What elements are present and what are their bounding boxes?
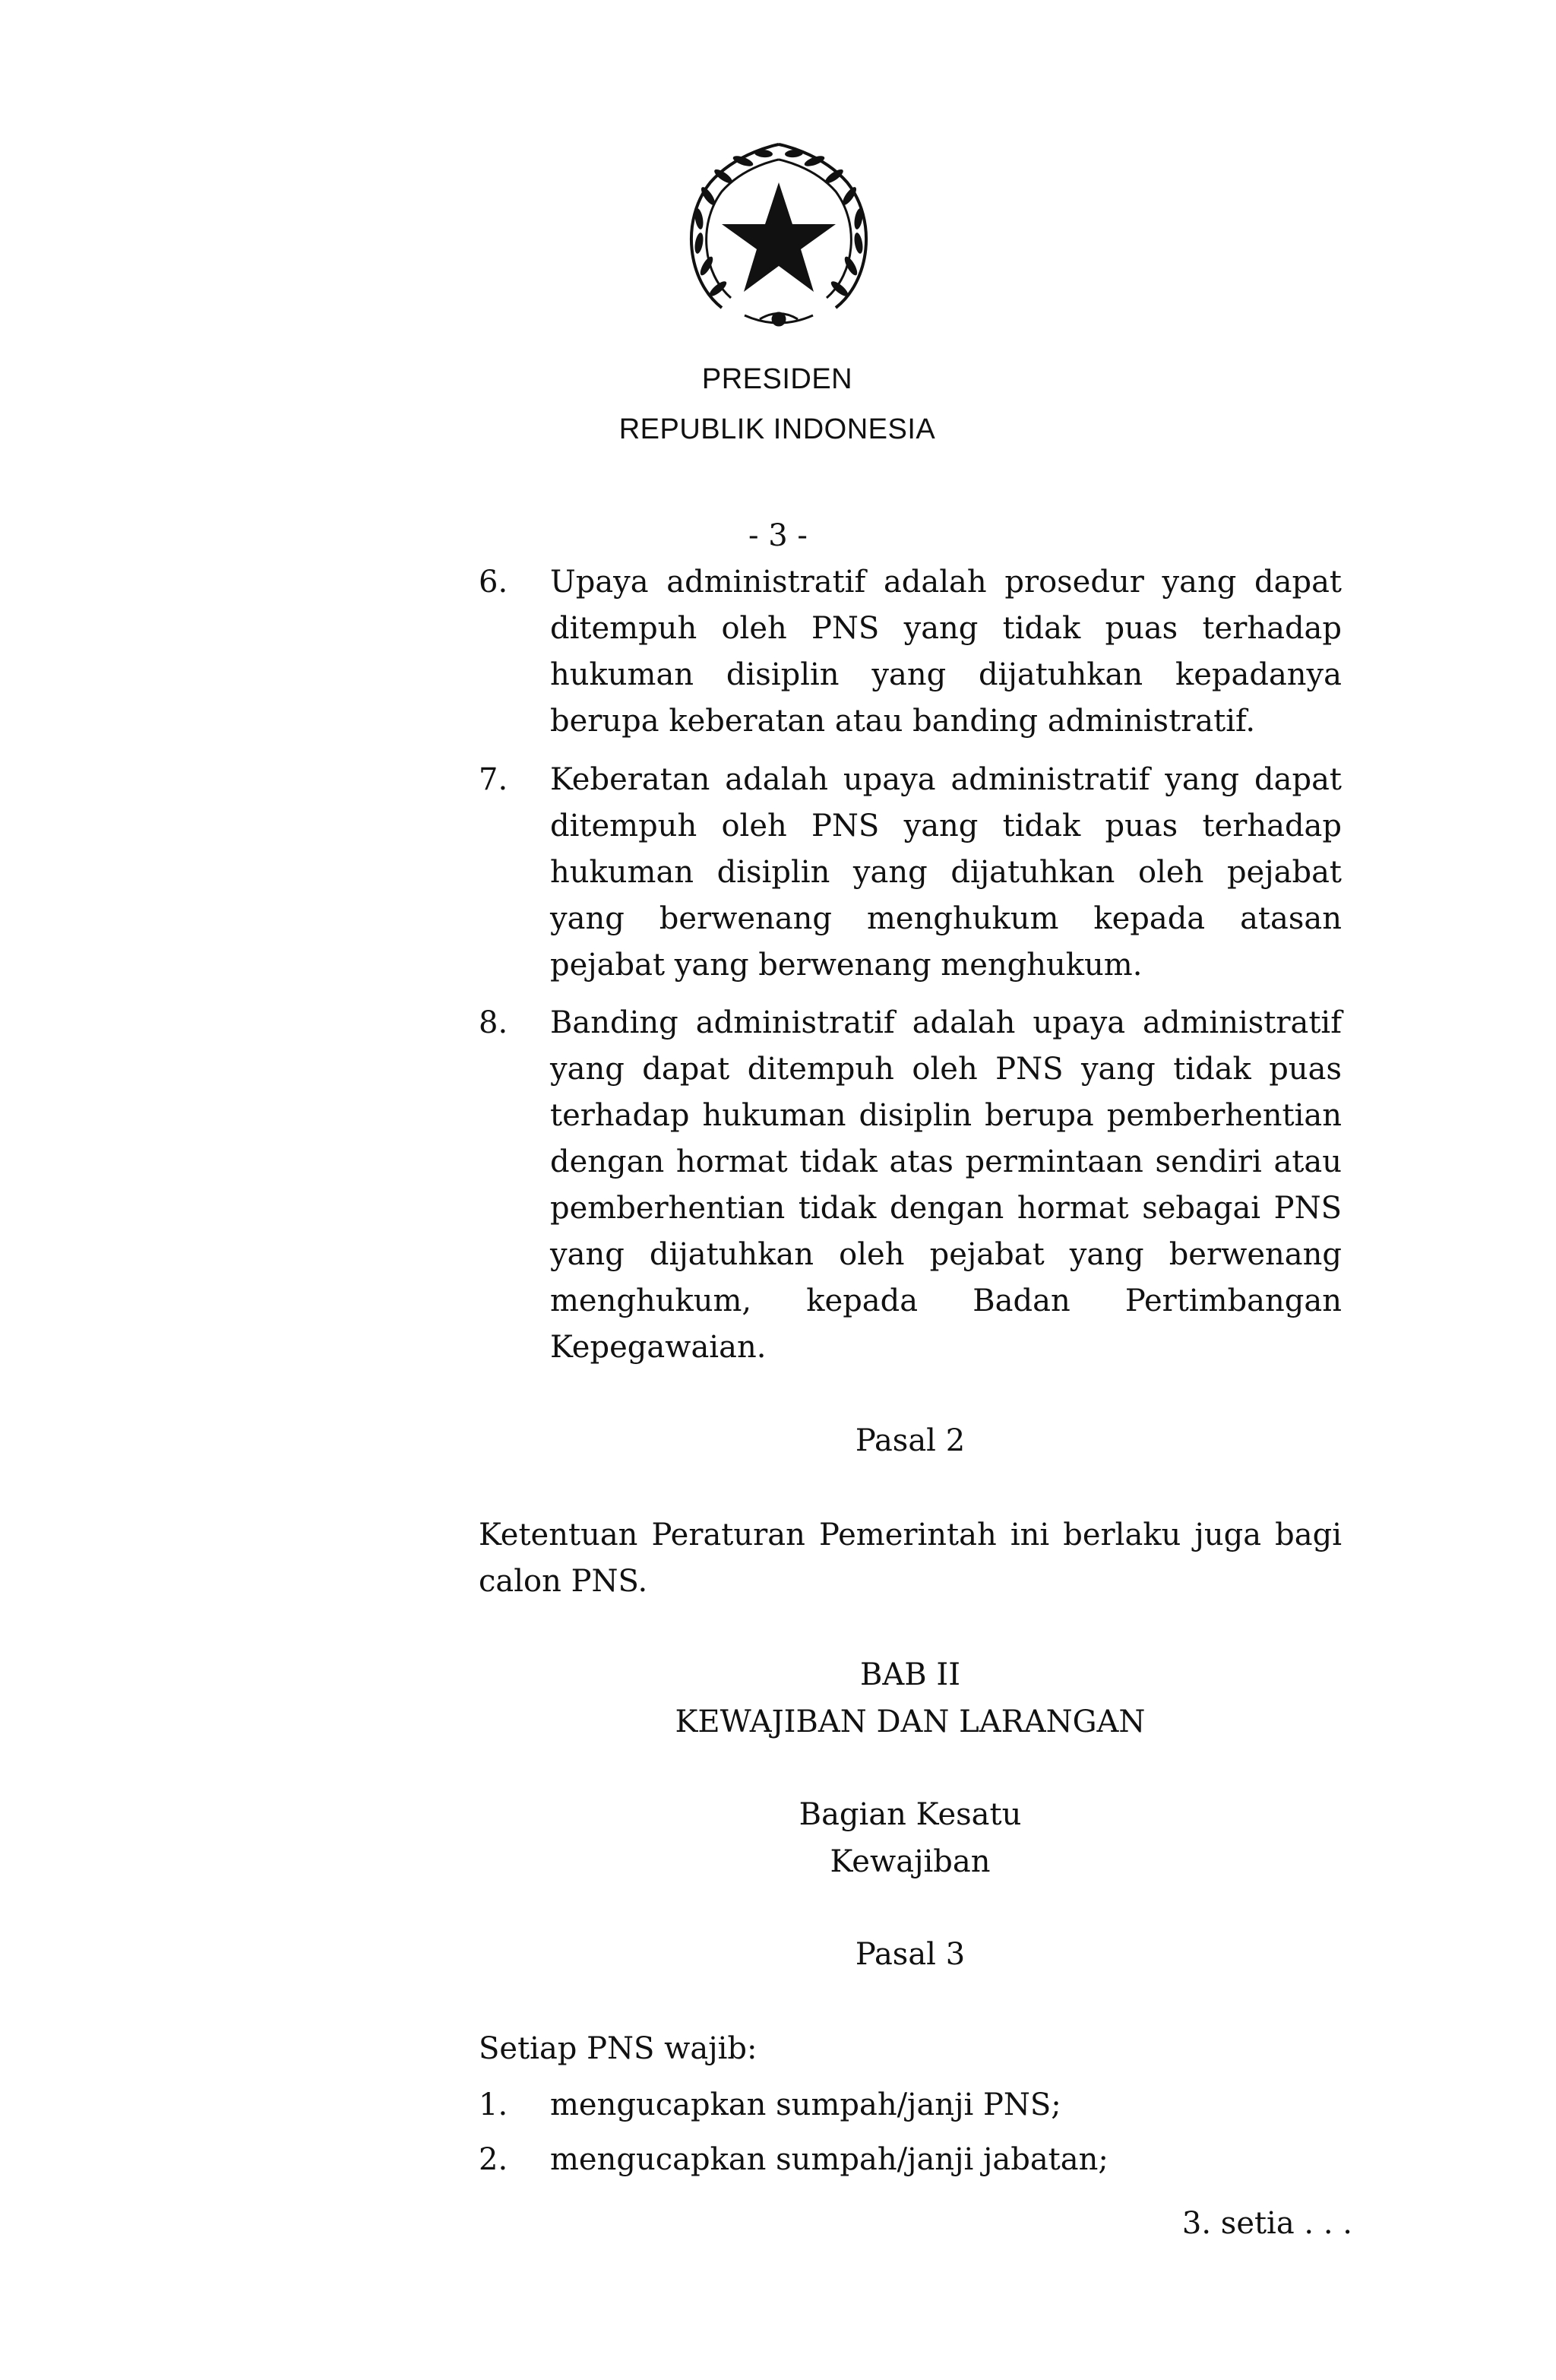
header-subtitle: REPUBLIK INDONESIA [618,413,936,445]
continuation-marker: 3. setia . . . [1181,2206,1352,2241]
pasal-3-heading: Pasal 3 [855,1937,966,1972]
obligation-text: mengucapkan sumpah/janji jabatan; [550,2142,1108,2177]
section-title: Kewajiban [830,1844,991,1879]
chapter-title: KEWAJIBAN DAN LARANGAN [675,1704,1146,1739]
chapter-label: BAB II [860,1657,960,1692]
section-label: Bagian Kesatu [799,1797,1022,1832]
definition-number: 8. [479,1005,508,1040]
definition-text: Keberatan adalah upaya administratif yang dapat ditempuh oleh PNS yang tidak puas terhadap hukuman disiplin yang dijatuhkan oleh pejabat yang berwenang menghukum kepada atasan pejabat yang berwenang menghukum. [550,762,1342,983]
definition-number: 6. [479,565,508,600]
pasal-3-intro: Setiap PNS wajib: [479,2031,757,2066]
obligation-number: 1. [479,2087,508,2122]
definition-number: 7. [479,762,508,797]
obligation-number: 2. [479,2142,508,2177]
pasal-2-heading: Pasal 2 [855,1423,966,1458]
header-title: PRESIDEN [701,363,853,395]
definition-text: Banding administratif adalah upaya administratif yang dapat ditempuh oleh PNS yang tidak puas terhadap hukuman disiplin berupa pemberhentian dengan hormat tidak atas permintaan sendiri atau pemberhentian tidak dengan hormat sebagai PNS yang dijatuhkan oleh pejabat yang berwenang menghukum, kepada Badan Pertimbangan Kepegawaian. [550,1005,1342,1365]
pasal-2-body: Ketentuan Peraturan Pemerintah ini berlaku juga bagi calon PNS. [479,1518,1342,1599]
obligation-text: mengucapkan sumpah/janji PNS; [550,2087,1061,2122]
definition-text: Upaya administratif adalah prosedur yang dapat ditempuh oleh PNS yang tidak puas terhadap hukuman disiplin yang dijatuhkan kepadanya berupa keberatan atau banding administratif. [550,565,1342,739]
garuda-star-emblem [676,137,881,342]
page-number: - 3 - [748,518,808,553]
